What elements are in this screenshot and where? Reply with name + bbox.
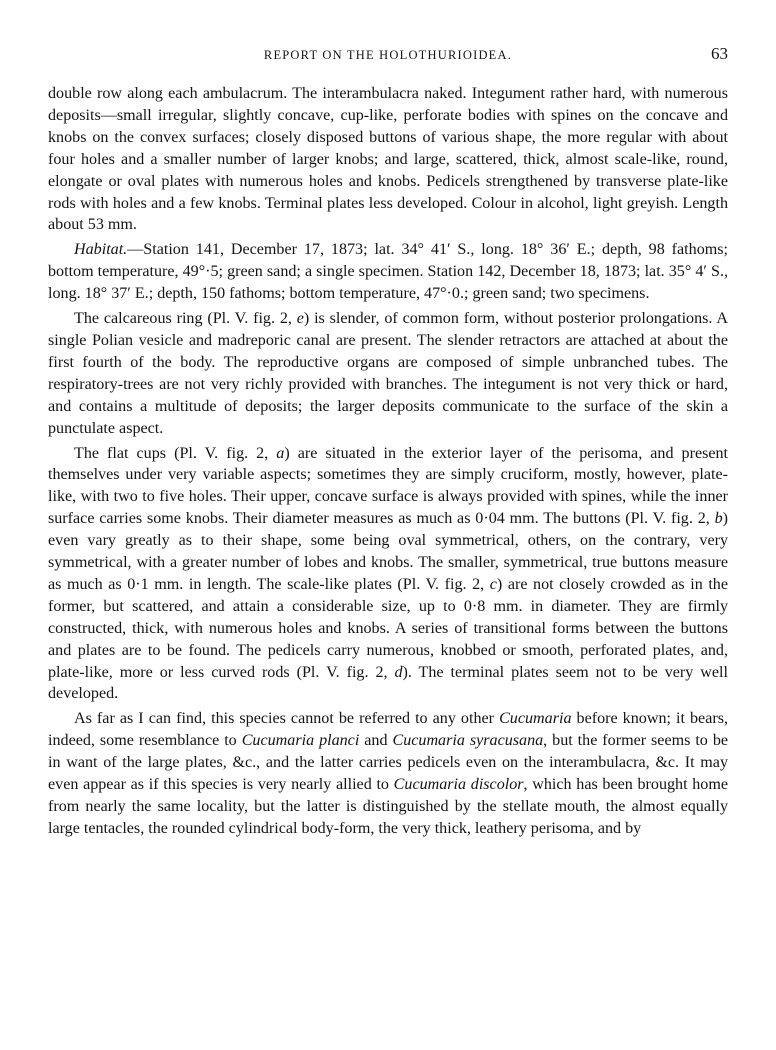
text-run: and bbox=[359, 732, 393, 750]
text-run: ) is slender, of common form, without posterior prolongations. A single Polian vesicle and madreporic canal are present. The slender retractors are attached at about the first fourth of the body. The reproductive organs are composed of simple unbranched tubes. The respiratory-trees are not very richly provided with branches. The integument is not very thick or hard, and contains a multitude of deposits; the larger deposits communicate to the surface of the skin a punctulate aspect. bbox=[48, 310, 729, 437]
running-head: REPORT ON THE HOLOTHURIOIDEA. bbox=[263, 48, 513, 62]
species-name: Cucumaria discolor bbox=[393, 776, 524, 794]
species-name: Cucumaria syracusana bbox=[392, 732, 544, 750]
text-run: As far as I can find, this species cannot be referred to any other bbox=[74, 710, 500, 728]
text-run: , which has been brought home from nearly the same locality, but the latter is distinguished by the stellate mouth, the almost equally large tentacles, the rounded cylindrical body-form, the very thick, leathery perisoma, and by bbox=[48, 776, 729, 837]
figure-letter: e bbox=[296, 310, 304, 328]
paragraph-deposits bbox=[48, 443, 728, 706]
text-run: The calcareous ring (Pl. V. fig. 2, bbox=[74, 310, 297, 328]
habitat-label: Habitat. bbox=[74, 241, 128, 259]
text-run: The flat cups (Pl. V. fig. 2, bbox=[74, 444, 277, 462]
species-name: Cucumaria bbox=[499, 710, 572, 728]
text-run: ). The terminal plates seem not to be very well developed. bbox=[48, 663, 728, 703]
page-number: 63 bbox=[711, 44, 728, 63]
figure-letter: a bbox=[276, 444, 285, 462]
text-run: before known; it bears, indeed, some resemblance to bbox=[48, 710, 728, 750]
text-run: double row along each ambulacrum. The interambulacra naked. Integument rather hard, with numerous deposits—small irregular, slightly concave, cup-like, perforate bodies with spines on the concave and knobs on the convex surfaces; closely disposed buttons of various shape, the more regular with about four holes and a smaller number of larger knobs; and large, scattered, thick, almost scale-like, round, elongate or oval plates with numerous holes and knobs. Pedicels strengthened by transverse plate-like rods with holes and a few knobs. Terminal plates less developed. Colour in alcohol, light greyish. Length about 53 mm. bbox=[48, 85, 728, 234]
paragraph-habitat bbox=[48, 239, 728, 305]
text-run: ) are not closely crowded as in the former, but scattered, and attain a considerable size, up to 0·8 mm. in diameter. They are firmly constructed, thick, with numerous holes and knobs. A series of transitional forms between the buttons and plates are to be found. The pedicels carry numerous, knobbed or smooth, perforated plates, and, plate-like, more or less curved rods (Pl. V. fig. 2, bbox=[48, 575, 728, 681]
text-run: —Station 141, December 17, 1873; lat. 34° 41′ S., long. 18° 36′ E.; depth, 98 fathoms; bottom temperature, 49°·5; green sand; a single specimen. Station 142, December 18, 1873; lat. 35° 4′ S., long. 18° 37′ E.; depth, 150 fathoms; bottom temperature, 47°·0.; green sand; two specimens. bbox=[48, 241, 728, 303]
figure-letter: c bbox=[489, 575, 497, 593]
figure-letter: d bbox=[394, 663, 403, 681]
body-text bbox=[48, 83, 728, 840]
text-run: ) are situated in the exterior layer of the perisoma, and present themselves under very variable aspects; sometimes they are simply cruciform, mostly, however, plate-like, with two to five holes. Their upper, concave surface is always provided with spines, while the inner surface carries some knobs. Their diameter measures as much as 0·04 mm. The buttons (Pl. V. fig. 2, bbox=[48, 444, 729, 528]
paragraph-description-continued bbox=[48, 83, 728, 236]
page-header bbox=[48, 44, 728, 66]
species-name: Cucumaria planci bbox=[241, 732, 360, 750]
paragraph-calcareous-ring bbox=[48, 308, 728, 439]
paragraph-comparison bbox=[48, 708, 728, 839]
figure-letter: b bbox=[714, 510, 723, 528]
text-run: ) even vary greatly as to their shape, some being oval symmetrical, others, on the contrary, very symmetrical, with a greater number of lobes and knobs. The smaller, symmetrical, true buttons measure as much as 0·1 mm. in length. The scale-like plates (Pl. V. fig. 2, bbox=[48, 510, 728, 593]
text-run: , but the former seems to be in want of the large plates, &c., and the latter carries pedicels even on the interambulacra, &c. It may even appear as if this species is very nearly allied to bbox=[48, 732, 729, 794]
